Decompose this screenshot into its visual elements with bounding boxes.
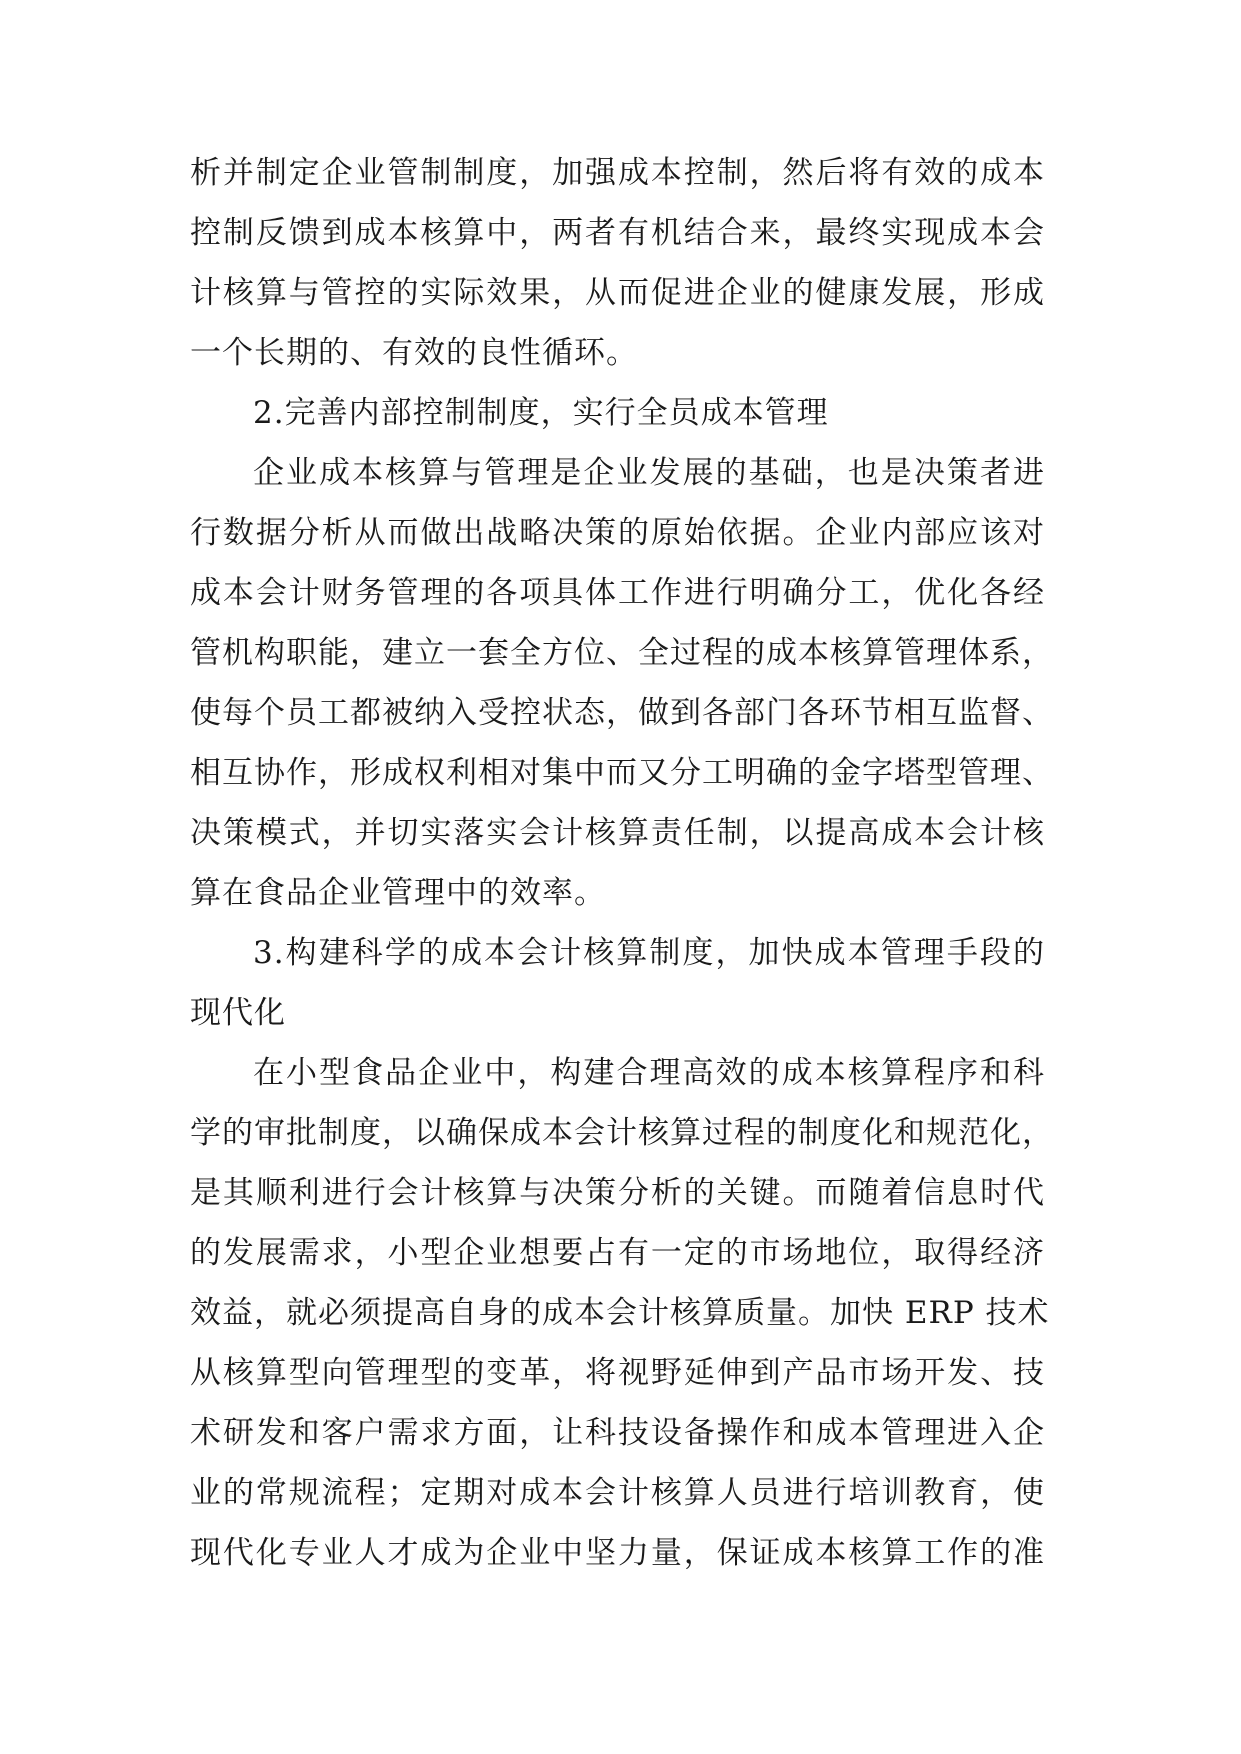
paragraph-3-line-5: 效益，就必须提高自身的成本会计核算质量。加快 ERP 技术 — [190, 1295, 1050, 1331]
paragraph-3-line-3: 是其顺利进行会计核算与决策分析的关键。而随着信息时代 — [190, 1175, 1045, 1211]
paragraph-2-line-7: 决策模式，并切实落实会计核算责任制，以提高成本会计核 — [190, 815, 1045, 851]
paragraph-2-line-1: 企业成本核算与管理是企业发展的基础，也是决策者进 — [253, 455, 1045, 491]
paragraph-1-line-4: 一个长期的、有效的良性循环。 — [190, 335, 638, 371]
paragraph-1-line-2: 控制反馈到成本核算中，两者有机结合来，最终实现成本会 — [190, 215, 1045, 251]
paragraph-2-line-2: 行数据分析从而做出战略决策的原始依据。企业内部应该对 — [190, 515, 1045, 551]
paragraph-3-line-9: 现代化专业人才成为企业中坚力量，保证成本核算工作的准 — [190, 1535, 1045, 1571]
paragraph-3-line-1: 在小型食品企业中，构建合理高效的成本核算程序和科 — [253, 1055, 1045, 1091]
paragraph-1-line-1: 析并制定企业管制制度，加强成本控制，然后将有效的成本 — [190, 155, 1045, 191]
paragraph-3-line-6: 从核算型向管理型的变革，将视野延伸到产品市场开发、技 — [190, 1355, 1045, 1391]
section-heading-2: 2.完善内部控制制度，实行全员成本管理 — [253, 395, 829, 431]
paragraph-1-line-3: 计核算与管控的实际效果，从而促进企业的健康发展，形成 — [190, 275, 1045, 311]
paragraph-2-line-4: 管机构职能，建立一套全方位、全过程的成本核算管理体系， — [190, 635, 1054, 671]
section-heading-3-line-2: 现代化 — [190, 995, 286, 1031]
section-heading-3-line-1: 3.构建科学的成本会计核算制度，加快成本管理手段的 — [253, 935, 1045, 971]
paragraph-2-line-3: 成本会计财务管理的各项具体工作进行明确分工，优化各经 — [190, 575, 1045, 611]
paragraph-2-line-6: 相互协作，形成权利相对集中而又分工明确的金字塔型管理、 — [190, 755, 1054, 791]
paragraph-3-line-2: 学的审批制度，以确保成本会计核算过程的制度化和规范化， — [190, 1115, 1054, 1151]
paragraph-2-line-5: 使每个员工都被纳入受控状态，做到各部门各环节相互监督、 — [190, 695, 1054, 731]
paragraph-3-line-8: 业的常规流程；定期对成本会计核算人员进行培训教育，使 — [190, 1475, 1045, 1511]
paragraph-3-line-4: 的发展需求，小型企业想要占有一定的市场地位，取得经济 — [190, 1235, 1045, 1271]
paragraph-3-line-7: 术研发和客户需求方面，让科技设备操作和成本管理进入企 — [190, 1415, 1045, 1451]
paragraph-2-line-8: 算在食品企业管理中的效率。 — [190, 875, 606, 911]
